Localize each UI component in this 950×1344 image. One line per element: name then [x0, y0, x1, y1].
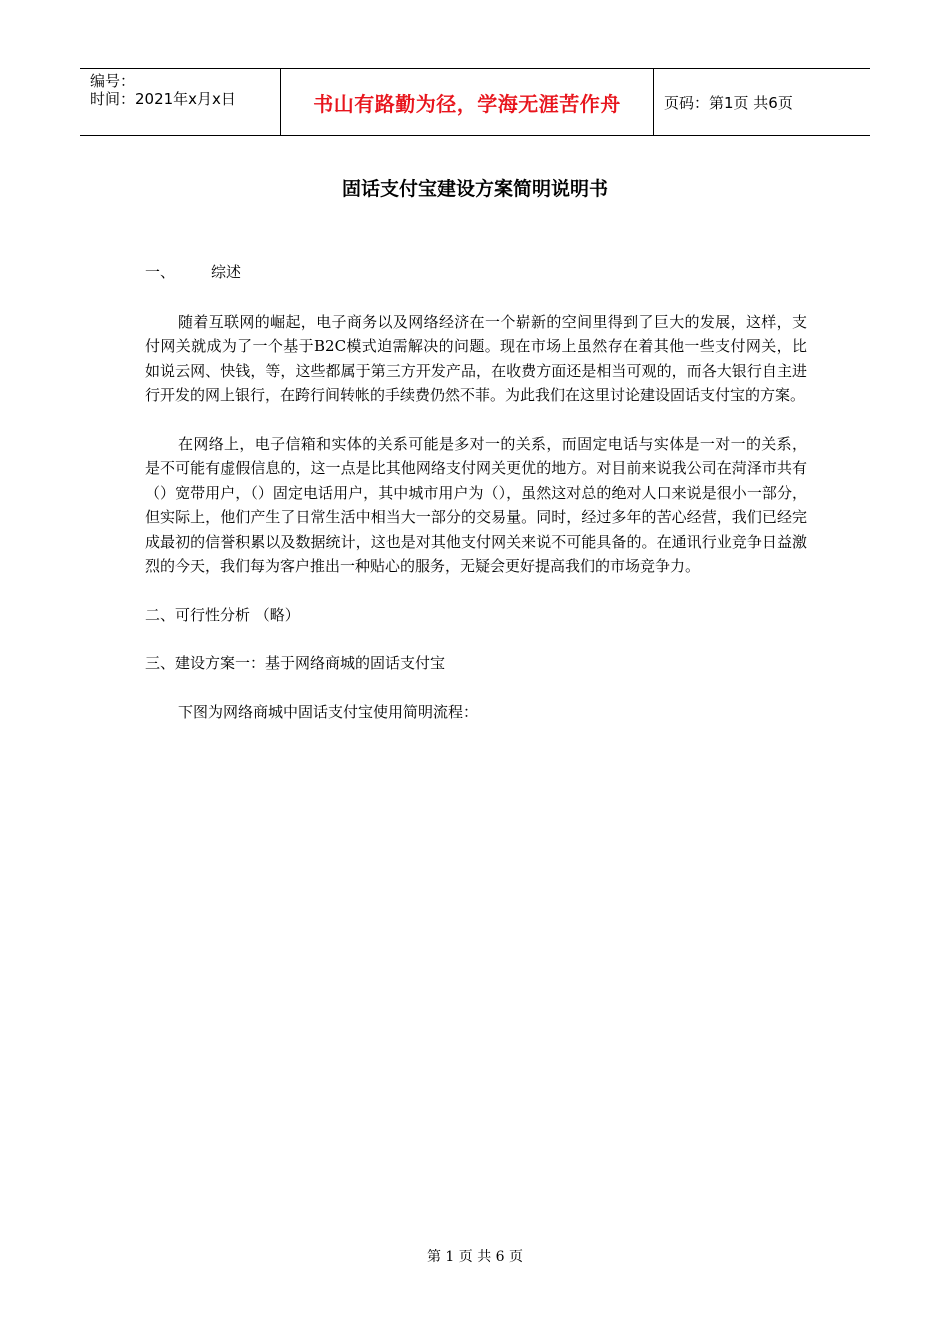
- section-1-title: 综述: [211, 263, 242, 281]
- document-title: 固话支付宝建设方案简明说明书: [341, 178, 608, 200]
- header-table: [80, 68, 870, 136]
- time-label: 时间：2021年x月x日: [90, 90, 236, 108]
- section-1-heading: [145, 260, 807, 285]
- header-meta-cell: [80, 69, 281, 135]
- document-body: [145, 260, 807, 724]
- section-2-heading: 二、可行性分析 （略）: [145, 605, 300, 624]
- page-footer: 第 1 页 共 6 页: [426, 1249, 524, 1265]
- section-1-number: 一、: [145, 263, 176, 281]
- paragraph-overview-1: 随着互联网的崛起，电子商务以及网络经济在一个崭新的空间里得到了巨大的发展，这样，支付网关就成为了一个基于B2C模式迫需解决的问题。现在市场上虽然存在着其他一些支付网关，比如说云网、快钱，等，这些都属于第三方开发产品，在收费方面还是相当可观的，而各大银行自主进行开发的网上银行，在跨行间转帐的手续费仍然不菲。为此我们在这里讨论建设固话支付宝的方案。: [145, 312, 807, 404]
- header-motto-cell: [281, 69, 654, 135]
- number-label: 编号：: [90, 72, 136, 90]
- section-3-heading: 三、建设方案一：基于网络商城的固话支付宝: [145, 654, 446, 672]
- paragraph-overview-2: 在网络上，电子信箱和实体的关系可能是多对一的关系，而固定电话与实体是一对一的关系，是不可能有虚假信息的，这一点是比其他网络支付网关更优的地方。对目前来说我公司在菏泽市共有（）宽带用户，（）固定电话用户，其中城市用户为（），虽然这对总的绝对人口来说是很小一部分，但实际上，他们产生了日常生活中相当大一部分的交易量。同时，经过多年的苦心经营，我们已经完成最初的信誉积累以及数据统计，这也是对其他支付网关来说不可能具备的。在通讯行业竞争日益激烈的今天，我们每为客户推出一种贴心的服务，无疑会更好提高我们的市场竞争力。: [145, 434, 807, 575]
- page-info: 页码：第1页 共6页: [664, 93, 793, 112]
- paragraph-flow-intro: 下图为网络商城中固话支付宝使用简明流程：: [178, 702, 479, 721]
- header-page-cell: [654, 69, 870, 135]
- motto-text: 书山有路勤为径，学海无涯苦作舟: [313, 91, 621, 116]
